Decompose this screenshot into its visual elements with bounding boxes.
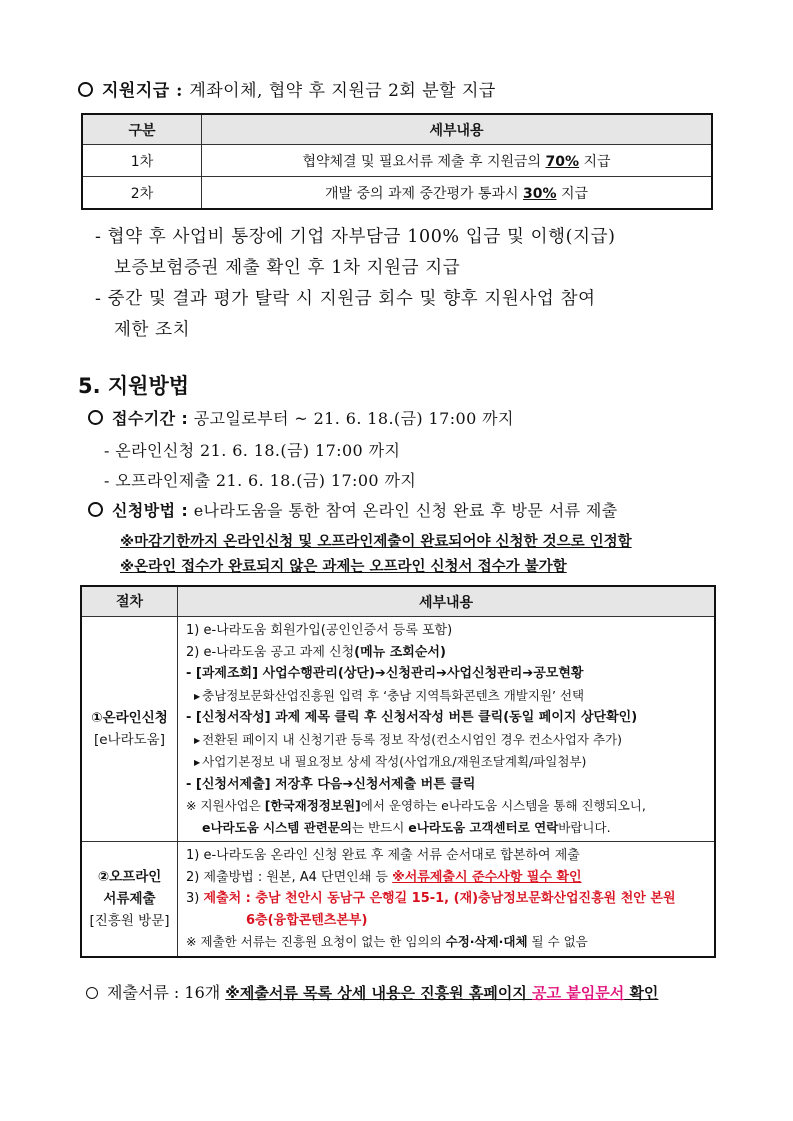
detail-line: [186, 795, 708, 817]
table-cell: [202, 177, 713, 210]
detail-bold: e나라도움 고객센터로 연락: [408, 819, 559, 835]
detail-line: 1) e-나라도움 회원가입(공인인증서 등록 포함): [186, 623, 453, 638]
funding-table: [81, 113, 713, 210]
detail-line: [186, 751, 708, 774]
bullet-line: 제한 조치: [114, 320, 191, 340]
detail-line: [186, 642, 708, 664]
detail-line: [186, 888, 708, 910]
footer-bold: ※제출서류 목록 상세 내용은 진흥원 홈페이지: [225, 984, 533, 1002]
row-text: 협약체결 및 필요서류 제출 후 지원금의: [302, 153, 546, 170]
detail-text: 3): [186, 891, 204, 906]
table-header-row: [81, 586, 715, 617]
table-row-online: [81, 617, 715, 842]
arrow-right-icon: ➔: [374, 666, 386, 681]
footer-text: 제출서류 : 16개: [107, 983, 226, 1002]
detail-bold: e나라도움 시스템 관련문의: [202, 819, 353, 835]
table-header-cell: 구분: [82, 114, 202, 145]
detail-line: [186, 910, 708, 932]
funding-heading: [78, 76, 496, 101]
detail-bold: (메뉴 조회순서): [354, 644, 446, 660]
period-sub-line: - 온라인신청 21. 6. 18.(금) 17:00 까지: [104, 441, 401, 460]
funding-title: 지원지급: [102, 81, 170, 101]
detail-text: 바랍니다.: [558, 819, 611, 835]
table-header-cell: 절차: [81, 586, 178, 617]
bullet-line: 보증보험증권 제출 확인 후 1차 지원금 지급: [114, 258, 461, 278]
detail-text: 충남정보문화산업진흥원 입력 후 ‘충남 지역특화콘텐츠 개발지원’ 선택: [202, 687, 585, 703]
table-header-row: [82, 114, 712, 145]
table-row-offline: [81, 842, 715, 957]
footer-link-text: 공고 붙임문서: [532, 984, 625, 1002]
bullet-line: - 협약 후 사업비 통장에 기업 자부담금 100% 입금 및 이행(지급): [95, 227, 616, 247]
step-subtitle: [e나라도움]: [93, 732, 165, 748]
detail-bold: 사업신청관리: [446, 666, 523, 681]
triangle-bullet-icon: ▶: [194, 691, 201, 701]
detail-bold: 공모현황: [533, 666, 584, 681]
row-text: 지급: [579, 153, 611, 170]
circle-bullet-icon: [78, 82, 93, 97]
arrow-right-icon: ➔: [522, 666, 534, 681]
row-text: 개발 중의 과제 중간평가 통과시: [324, 185, 524, 202]
circle-bullet-icon: [86, 987, 98, 999]
notice-line: ※온라인 접수가 완료되지 않은 과제는 오프라인 신청서 접수가 불가함: [120, 559, 567, 575]
step-subtitle: [진흥원 방문]: [89, 912, 170, 929]
table-row: [82, 145, 712, 177]
detail-line: [186, 707, 708, 729]
circle-bullet-icon: [88, 410, 103, 425]
detail-cell-offline: [178, 842, 716, 957]
section-heading: 5. 지원방법: [78, 374, 190, 398]
detail-text: 2) 제출방법 : 원본, A4 단면인쇄 등: [186, 869, 393, 885]
detail-line: [186, 729, 708, 752]
detail-line: [186, 817, 708, 839]
detail-line: [186, 867, 708, 889]
detail-bold: [한국재정정보원]: [264, 798, 361, 813]
detail-line: [186, 931, 708, 953]
detail-line: [186, 663, 708, 685]
footer-line: [86, 980, 658, 1003]
detail-text: -: [186, 776, 196, 792]
detail-text: 2) e-나라도움 공고 과제 신청: [186, 644, 355, 660]
detail-text: 사업기본정보 내 필요정보 상세 작성(사업개요/재원조달계획/파일첨부): [202, 754, 587, 769]
detail-line: [186, 774, 708, 796]
circle-bullet-icon: [88, 502, 103, 517]
detail-line: [186, 685, 708, 708]
detail-text: 될 수 없음: [527, 934, 588, 949]
step-title: 서류제출: [103, 890, 156, 907]
detail-bold: 신청서제출 버튼 클릭: [353, 776, 476, 792]
detail-text: 전환된 페이지 내 신청기관 등록 정보 작성(컨소시엄인 경우 컨소사업자 추가): [202, 731, 622, 747]
detail-bold: [신청서작성] 과제 제목 클릭 후 신청서작성 버튼 클릭(동일 페이지 상단확인): [195, 710, 638, 725]
table-row: [82, 177, 712, 210]
detail-bold: [과제조회] 사업수행관리(상단): [195, 666, 375, 681]
step-cell-offline: [81, 842, 178, 957]
detail-text: -: [186, 666, 196, 681]
triangle-bullet-icon: ▶: [194, 758, 201, 767]
step-title: ②오프라인: [97, 868, 162, 885]
method-label: 신청방법 :: [112, 501, 189, 520]
table-cell: 2차: [82, 177, 202, 210]
period-value: 공고일로부터 ~ 21. 6. 18.(금) 17:00 까지: [188, 409, 514, 428]
method-line: [88, 498, 618, 521]
table-cell: 1차: [82, 145, 202, 177]
detail-line: 1) e-나라도움 온라인 신청 완료 후 제출 서류 순서대로 합본하여 제출: [186, 848, 580, 863]
procedure-table: [80, 585, 716, 958]
bullet-line: - 중간 및 결과 평가 탈락 시 지원금 회수 및 향후 지원사업 참여: [95, 289, 596, 309]
arrow-right-icon: ➔: [436, 666, 447, 681]
period-line: [88, 406, 514, 429]
step-cell-online: [81, 617, 178, 842]
row-percent: 70%: [545, 153, 580, 170]
table-cell: [202, 145, 713, 177]
funding-desc: 계좌이체, 협약 후 지원금 2회 분할 지급: [189, 81, 496, 101]
funding-bullets: [95, 222, 616, 346]
table-header-cell: 세부내용: [178, 586, 716, 617]
detail-bold: 수정·삭제·대체: [445, 934, 528, 949]
detail-text: -: [186, 710, 196, 725]
detail-text: ※ 제출한 서류는 진흥원 요청이 없는 한 임의의: [186, 934, 446, 949]
triangle-bullet-icon: ▶: [194, 735, 201, 745]
footer-bold: 확인: [624, 984, 659, 1002]
row-percent: 30%: [523, 185, 557, 202]
table-header-cell: 세부내용: [202, 114, 713, 145]
arrow-right-icon: ➔: [342, 776, 354, 792]
period-label: 접수기간 :: [112, 409, 189, 428]
detail-bold: 신청관리: [385, 666, 437, 681]
detail-text: 는 반드시: [352, 819, 409, 835]
detail-red: ※서류제출시 준수사항 필수 확인: [392, 869, 582, 885]
step-title: ①온라인신청: [91, 710, 168, 726]
period-sub-line: - 오프라인제출 21. 6. 18.(금) 17:00 까지: [104, 471, 417, 490]
detail-red: 6층(융합콘텐츠본부): [246, 912, 368, 928]
detail-text: 에서 운영하는 e나라도움 시스템을 통해 진행되오니,: [360, 798, 646, 813]
detail-red: 제출처 : 충남 천안시 동남구 은행길 15-1, (재)충남정보문화산업진흥원 천안 본원: [203, 891, 676, 906]
detail-bold: [신청서제출] 저장후 다음: [195, 776, 343, 792]
detail-cell-online: [178, 617, 716, 842]
funding-colon: :: [169, 81, 190, 101]
notice-line: ※마감기한까지 온라인신청 및 오프라인제출이 완료되어야 신청한 것으로 인정함: [120, 534, 632, 550]
row-text: 지급: [556, 185, 589, 202]
method-value: e나라도움을 통한 참여 온라인 신청 완료 후 방문 서류 제출: [188, 501, 618, 520]
detail-text: ※ 지원사업은: [186, 798, 265, 813]
